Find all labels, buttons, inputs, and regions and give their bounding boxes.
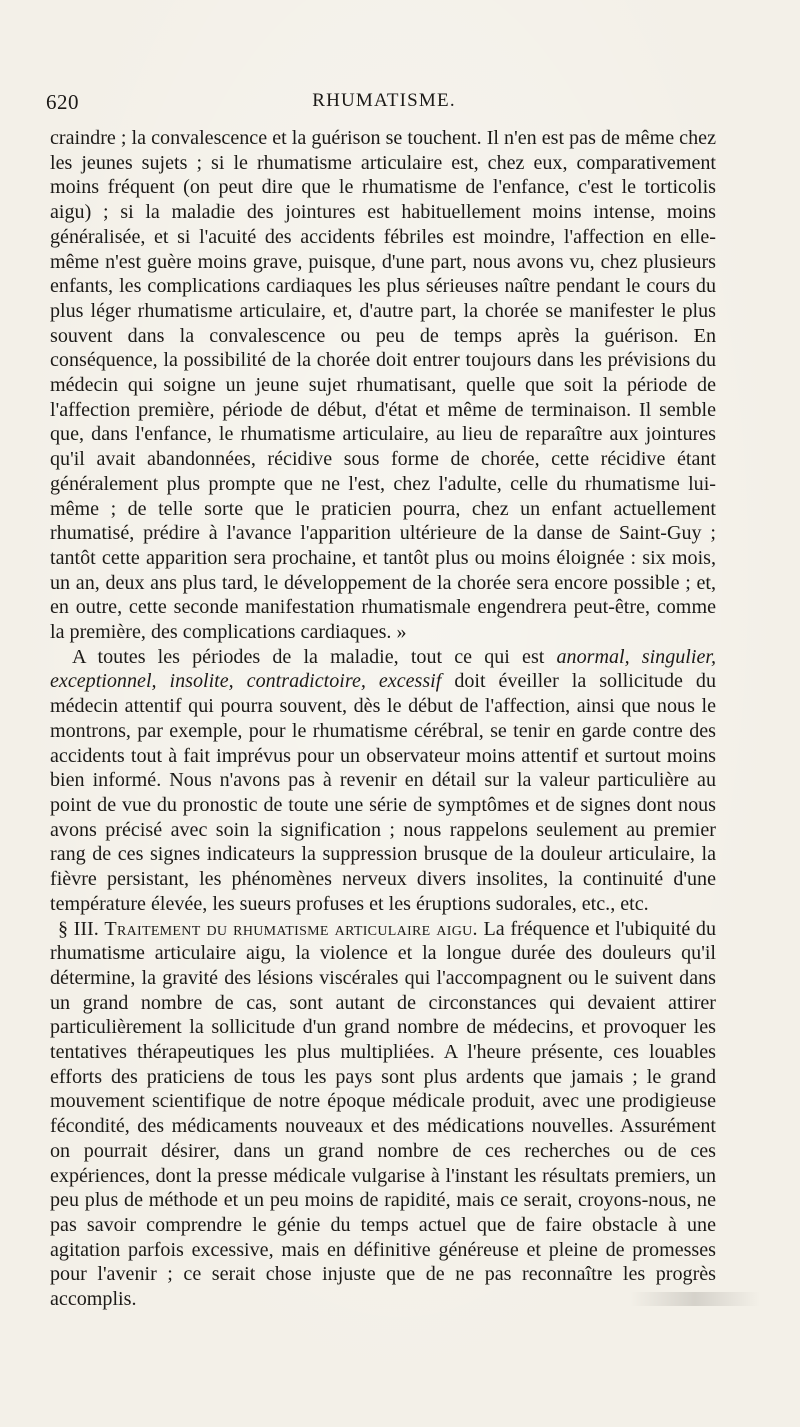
italic-terms: anormal, singulier, exceptionnel, insolite, contradictoire, excessif <box>50 645 717 693</box>
print-smudge <box>630 1292 760 1306</box>
running-title: RHUMATISME. <box>312 90 456 111</box>
paragraph-continuation: craindre ; la convalescence et la guérison se touchent. Il n'en est pas de même chez les jeunes sujets ; si le rhumatisme articulaire est, chez eux, comparativement moins fréquent (on peut dire que le rhumatisme de l'enfance, c'est le torticolis aigu) ; si la maladie des jointures est habituellement moins intense, moins généralisée, et si l'acuité des accidents fébriles est moindre, l'affection en elle-même n'est guère moins grave, puisque, d'une part, nous avons vu, chez plusieurs enfants, les complications cardiaques les plus sérieuses naître pendant le cours du plus léger rhumatisme articulaire, et, d'autre part, la chorée se manifester le plus souvent dans la convalescence ou peu de temps après la guérison. En conséquence, la possibilité de la chorée doit entrer toujours dans les prévisions du médecin qui soigne un jeune sujet rhumatisant, quelle que soit la période de l'affection première, période de début, d'état et même de terminaison. Il semble que, dans l'enfance, le rhumatisme articulaire, au lieu de reparaître aux jointures qu'il avait abandonnées, récidive sous forme de chorée, cette récidive étant généralement plus prompte que ne l'est, chez l'adulte, celle du rhumatisme lui-même ; de telle sorte que le praticien pourra, chez un enfant actuellement rhumatisé, prédire à l'avance l'apparition ultérieure de la danse de Saint-Guy ; tantôt cette apparition sera prochaine, et tantôt plus ou moins éloignée : six mois, un an, deux ans plus tard, le développement de la chorée sera encore possible ; et, en outre, cette seconde manifestation rhumatismale engendrera peut-être, comme la première, des complications cardiaques. » <box>50 127 716 644</box>
paragraph-text-before: A toutes les périodes de la maladie, tout ce qui est <box>72 645 557 668</box>
body-text <box>50 126 716 1312</box>
section-text: La fréquence et l'ubiquité du rhumatisme articulaire aigu, la violence et la longue durée des douleurs qu'il détermine, la gravité des lésions viscérales qui l'accompagnent ou le suivent dans un grand nombre de cas, sont autant de circonstances qui devaient attirer particulièrement la sollicitude d'un grand nombre de médecins, et provoquer les tentatives thérapeutiques les plus multipliées. A l'heure présente, ces louables efforts des praticiens de tous les pays sont plus ardents que jamais ; le grand mouvement scientifique de notre époque médicale produit, avec une prodigieuse fécondité, des médicaments nouveaux et des médications nouvelles. Assurément on pourrait désirer, dans un grand nombre de ces recherches ou de ces expériences, dont la presse médicale vulgarise à l'instant les résultats premiers, un peu plus de méthode et un peu moins de rapidité, mais ce serait, croyons-nous, ne pas savoir comprendre le génie du temps actuel que de faire obstacle à une agitation parfois excessive, mais en définitive généreuse et pleine de promesses pour l'avenir ; ce serait chose injuste que de ne pas reconnaître les progrès accomplis. <box>50 917 717 1311</box>
paragraph-warning-signs <box>50 645 716 917</box>
page-number: 620 <box>46 90 79 114</box>
section-treatment <box>50 917 716 1312</box>
page-header <box>46 86 722 120</box>
section-title: Traitement du rhumatisme articulaire aigu. <box>104 917 478 940</box>
section-number: § III. <box>58 917 99 940</box>
paragraph-text-after: doit éveiller la sollicitude du médecin attentif qui pourra souvent, dès le début de l'affection, ainsi que nous le montrons, par exemple, pour le rhumatisme cérébral, se tenir en garde contre des accidents tout à fait imprévus pour un observateur moins attentif et surtout moins bien informé. Nous n'avons pas à revenir en détail sur la valeur particulière au point de vue du pronostic de toute une série de symptômes et de signes dont nous avons précisé avec soin la signification ; nous rappelons seulement au premier rang de ces signes indicateurs la suppression brusque de la douleur articulaire, la fièvre persistant, les phénomènes nerveux divers insolites, la continuité d'une température élevée, les sueurs profuses et les éruptions sudorales, etc., etc. <box>50 670 716 915</box>
